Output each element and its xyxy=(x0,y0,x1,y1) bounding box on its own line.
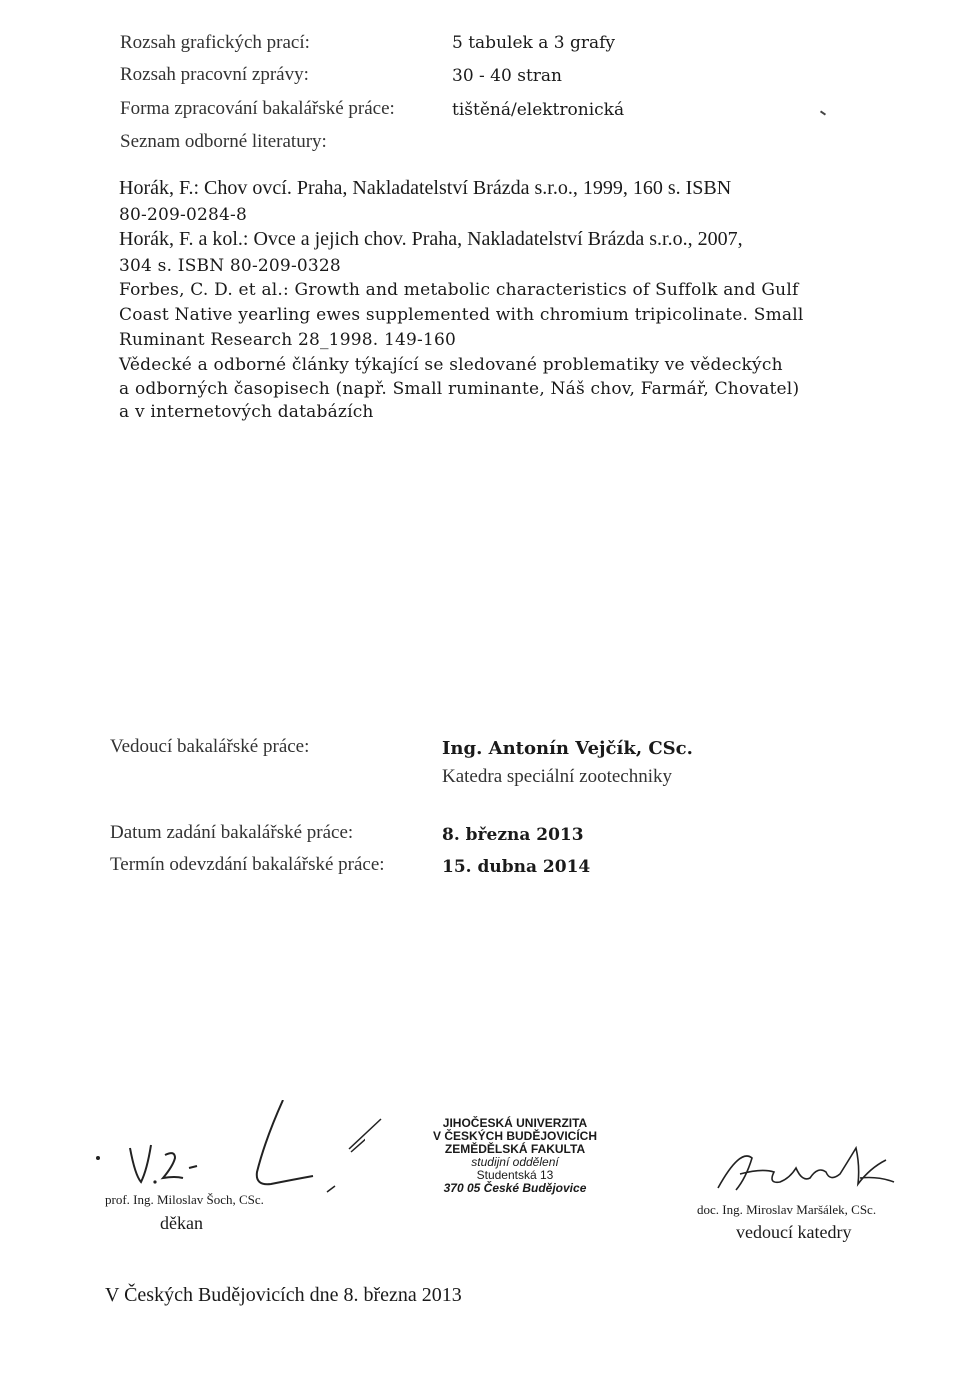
stamp-line-5: Studentská 13 xyxy=(476,1168,554,1182)
head-name: doc. Ing. Miroslav Maršálek, CSc. xyxy=(697,1202,877,1217)
faculty-stamp xyxy=(395,1117,635,1195)
reference-2-line-2: 304 s. ISBN 80-209-0328 xyxy=(119,256,341,276)
head-signature xyxy=(710,1138,900,1198)
deadline-value: 15. dubna 2014 xyxy=(442,857,591,877)
supervisor-name: Ing. Antonín Vejčík, CSc. xyxy=(442,738,693,759)
place-date: V Českých Budějovicích dne 8. března 2013 xyxy=(105,1284,462,1306)
reference-3-line-2: Coast Native yearling ewes supplemented with chromium tripicolinate. Small xyxy=(119,305,804,325)
reference-1-line-2: 80-209-0284-8 xyxy=(119,205,247,225)
graphics-scope-label: Rozsah grafických prací: xyxy=(120,32,310,53)
stamp-line-2: V ČESKÝCH BUDĚJOVICÍCH xyxy=(432,1129,598,1143)
stamp-line-4: studijní oddělení xyxy=(471,1155,559,1169)
supervisor-department: Katedra speciální zootechniky xyxy=(442,766,673,787)
stamp-line-3: ZEMĚDĚLSKÁ FAKULTA xyxy=(444,1142,586,1156)
reference-3-line-3: Ruminant Research 28_1998. 149-160 xyxy=(119,330,456,350)
reference-4-line-2: a odborných časopisech (např. Small ruminante, Náš chov, Farmář, Chovatel) xyxy=(119,379,800,399)
reference-3-line-1: Forbes, C. D. et al.: Growth and metabolic characteristics of Suffolk and Gulf xyxy=(119,280,799,300)
literature-label: Seznam odborné literatury: xyxy=(120,131,327,152)
report-scope-value: 30 - 40 stran xyxy=(452,66,562,86)
reference-2-line-1: Horák, F. a kol.: Ovce a jejich chov. Praha, Nakladatelství Brázda s.r.o., 2007, xyxy=(119,228,743,250)
form-value: tištěná/elektronická xyxy=(452,100,625,120)
reference-4-line-1: Vědecké a odborné články týkající se sledované problematiky ve vědeckých xyxy=(119,355,783,375)
stray-mark xyxy=(820,110,826,115)
supervisor-label: Vedoucí bakalářské práce: xyxy=(110,736,310,757)
dean-title: děkan xyxy=(160,1213,203,1233)
stamp-line-1: JIHOČESKÁ UNIVERZITA xyxy=(442,1116,588,1130)
stamp-line-6: 370 05 České Budějovice xyxy=(443,1181,587,1195)
dean-name: prof. Ing. Miloslav Šoch, CSc. xyxy=(105,1192,264,1207)
report-scope-label: Rozsah pracovní zprávy: xyxy=(120,64,309,85)
reference-4-line-3: a v internetových databázích xyxy=(119,402,374,422)
assignment-date-value: 8. března 2013 xyxy=(442,825,584,845)
deadline-label: Termín odevzdání bakalářské práce: xyxy=(110,854,385,875)
graphics-scope-value: 5 tabulek a 3 grafy xyxy=(452,33,616,53)
form-label: Forma zpracování bakalářské práce: xyxy=(120,98,395,119)
reference-1-line-1: Horák, F.: Chov ovcí. Praha, Nakladatelství Brázda s.r.o., 1999, 160 s. ISBN xyxy=(119,177,732,199)
assignment-date-label: Datum zadání bakalářské práce: xyxy=(110,822,354,843)
head-title: vedoucí katedry xyxy=(736,1222,852,1242)
dean-signature-stroke xyxy=(345,1115,385,1155)
